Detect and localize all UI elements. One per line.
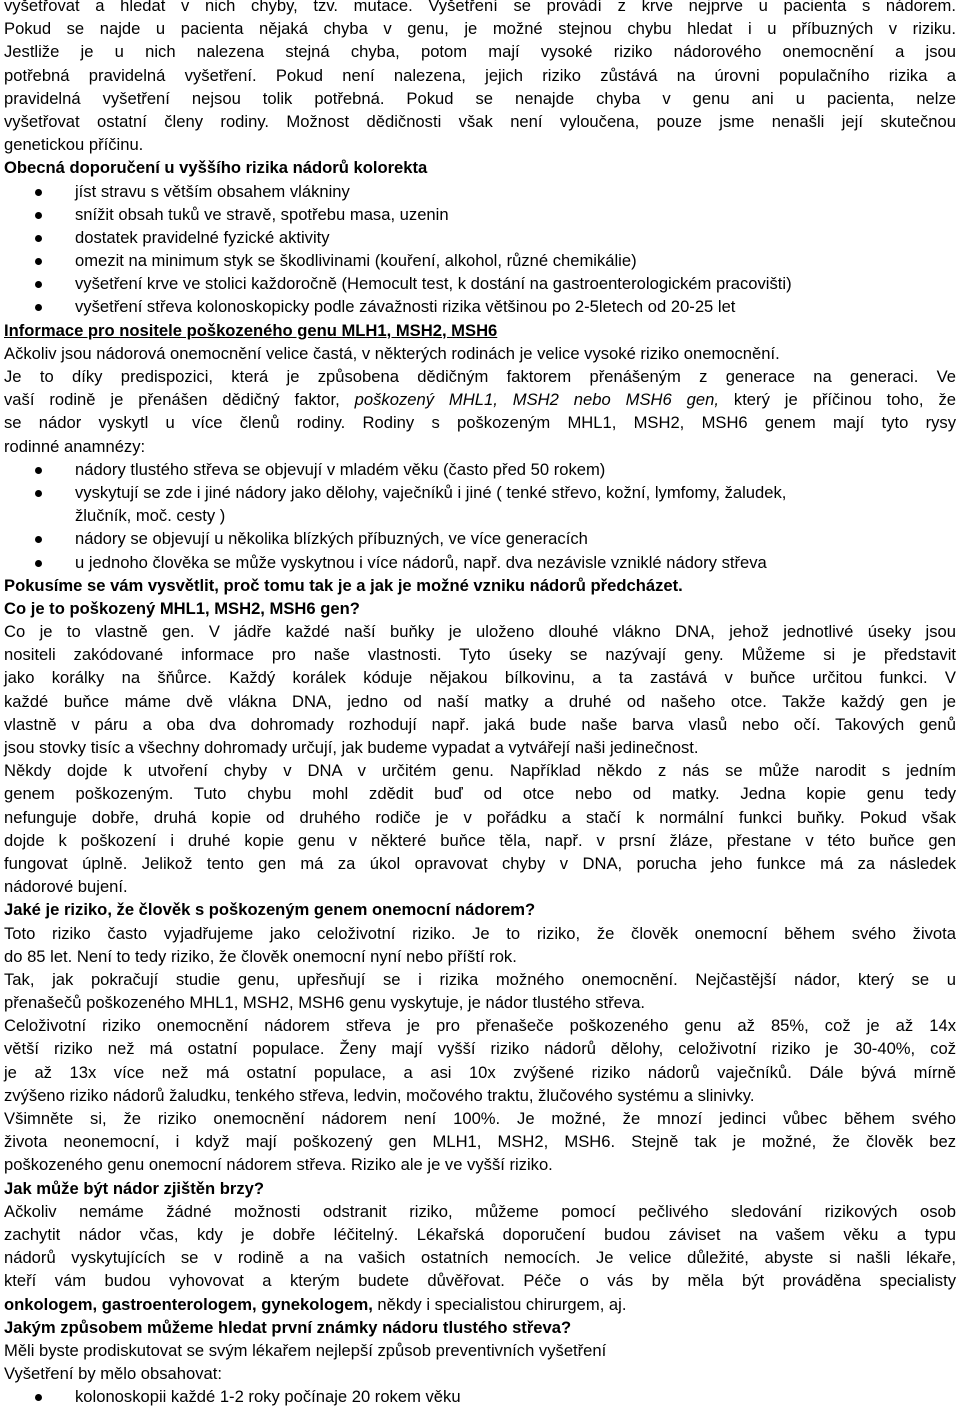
section-heading [4,898,956,921]
text-segment: Tak, jak pokračují studie genu, upřesňují se i rizika možného onemocnění. Nejčastější nádor, který se u [4,969,956,989]
text-line [4,133,956,156]
text-segment: Co je to vlastně gen. V jádře každé naší buňky je uloženo dlouhé vlákno DNA, jehož jednotlivé úseky jsou [4,622,956,642]
text-segment: Informace pro nositele poškozeného genu MLH1, MSH2, MSH6 [4,320,498,340]
text-segment: Jak může být nádor zjištěn brzy? [4,1178,265,1198]
section-heading [4,156,956,179]
section-heading [4,1316,956,1339]
document-page [4,0,956,1408]
text-segment: Všimněte si, že riziko onemocnění nádorem není 100%. Je možné, že mnozí jedinci vůbec během svého [4,1109,956,1128]
bullet-item [4,203,956,226]
text-line [4,1223,956,1246]
text-segment: zachytit nádor včas, kdy je dobře léčitelný. Lékařská doporučení budou záviset na vašem věku a typu [4,1224,956,1244]
text-line [4,782,956,805]
bullet-icon [35,536,42,543]
section-heading [4,1177,956,1200]
text-segment: nádory tlustého střeva se objevují v mladém věku (často před 50 rokem) [75,459,606,479]
text-segment: Je to díky predispozici, která je způsobena dědičným faktorem přenášeným z generace na generaci. Ve [4,367,956,386]
text-segment: fungovat úplně. Jelikož tento gen má za úkol opravovat chyby v DNA, porucha jeho funkce má za následek [4,853,956,873]
text-segment: genetickou příčinu. [4,135,144,155]
text-segment: vyšetřovat ostatní členy rodiny. Možnost dědičnosti však není vyloučena, pouze jsme nenašli její skutečnou [4,111,956,131]
text-line [4,922,956,945]
text-line [4,690,956,713]
text-segment: Pokusíme se vám vysvětlit, proč tomu tak je a jak je možné vzniku nádorů předcházet. [4,575,683,595]
text-line [4,64,956,87]
bullet-icon [35,560,42,567]
text-segment: vaší rodině je přenášen dědičný faktor, [4,390,355,410]
text-line [4,1339,956,1362]
text-segment: nádorové bujení. [4,877,128,897]
text-line [4,388,956,411]
text-line [4,17,956,40]
text-line [4,643,956,666]
text-segment: vlastně v páru a oba dva dohromady rozhodují např. jaká bude naše barva vlasů nebo očí. Takových genů [4,714,956,734]
text-segment: vyšetření střeva kolonoskopicky podle závažnosti rizika většinou po 2-5letech od 20-25 let [75,297,736,317]
bullet-item [4,180,956,203]
text-segment: nefunguje dobře, druhá kopie od druhého rodiče je v pořádku a stačí k normální funkci buňky. Pokud však [4,807,956,827]
text-segment: kteří vám budou vyhovovat a kterým budete důvěřovat. Péče o vás by měla být prováděna specialisty [4,1271,956,1291]
text-segment: u jednoho člověka se může vyskytnou i více nádorů, např. dva nezávisle vzniklé nádory střeva [75,552,767,572]
section-heading [4,574,956,597]
text-line [4,1084,956,1107]
text-line [4,736,956,759]
text-line [4,342,956,365]
text-segment: do 85 let. Není to tedy riziko, že člověk onemocní nyní nebo příští rok. [4,946,517,966]
text-segment: Celoživotní riziko onemocnění nádorem střeva je pro přenašeče poškozeného genu až 85%, což je až 14x [4,1016,956,1036]
bullet-icon [35,304,42,311]
text-line [4,806,956,829]
text-segment: jako korálky na šňůrce. Každý korálek kóduje nějakou bílkovinu, a ta zastává v buňce určitou funkci. V [4,668,956,688]
text-line [4,1014,956,1037]
text-segment: Obecná doporučení u vyššího rizika nádorů kolorekta [4,158,428,178]
text-segment: někdy i specialistou chirurgem, aj. [372,1294,627,1314]
text-segment: Ačkoliv nemáme žádné možnosti odstranit riziko, můžeme pomocí pečlivého sledování rizikových osob [4,1201,956,1221]
text-line [4,852,956,875]
text-line [4,875,956,898]
text-segment: Někdy dojde k utvoření chyby v DNA v určitém genu. Například někdo z nás se může narodit s jedním [4,761,956,781]
text-line [4,110,956,133]
text-line [4,1130,956,1153]
text-line [4,829,956,852]
bullet-item [4,458,956,481]
text-line [4,759,956,782]
bullet-icon [35,258,42,265]
text-line [4,968,956,991]
text-segment: nádory se objevují u několika blízkých příbuzných, ve více generacích [75,529,588,549]
text-segment: dojde k poškození i druhé kopie genu v některé buňce těla, např. v prsní žláze, přestane v této buňce gen [4,830,956,850]
text-segment: vyskytují se zde i jiné nádory jako dělohy, vaječníků i jiné ( tenké střevo, kožní, lymfomy, žaludek, [75,482,787,502]
text-segment: který je příčinou toho, že [718,390,956,410]
text-line [4,0,956,17]
text-segment: Jestliže je u nich nalezena stejná chyba, potom mají vysoké riziko nádorového onemocnění a jsou [4,42,956,62]
text-segment: Vyšetření by mělo obsahovat: [4,1364,222,1384]
text-line [4,620,956,643]
bullet-icon [35,235,42,242]
text-segment: dostatek pravidelné fyzické aktivity [75,227,330,247]
text-line [4,1200,956,1223]
section-heading-underlined [4,319,956,342]
text-segment: se nádor vyskytl u více členů rodiny. Rodiny s poškozeným MHL1, MSH2, MSH6 genem mají tyto rysy [4,413,956,433]
text-segment: poškozený MHL1, MSH2 nebo MSH6 gen, [354,390,719,410]
text-segment: větší riziko než má ostatní populace. Ženy mají vyšší riziko nádorů dělohy, celoživotní riziko je 30-40%, což [4,1039,956,1059]
text-segment: genem poškozeným. Tuto chybu mohl zdědit buď od otce nebo od matky. Jedna kopie genu tedy [4,784,956,804]
bullet-item [4,249,956,272]
text-segment: Měli byste prodiskutovat se svým lékařem nejlepší způsob preventivních vyšetření [4,1340,607,1360]
text-segment: jsou stovky tisíc a všechny dohromady určují, jak budeme vypadat a vytvářejí naši jedinečnost. [4,738,699,757]
bullet-item [4,551,956,574]
text-line [4,1269,956,1292]
bullet-item [4,1385,956,1408]
text-segment: nositeli zakódované informace pro naše vlastnosti. Tyto úseky se nazývají geny. Můžeme si je představit [4,645,956,665]
bullet-icon [35,189,42,196]
section-heading [4,597,956,620]
text-segment: poškozeného genu onemocní nádorem střeva. Riziko ale je ve vyšší riziko. [4,1155,553,1175]
bullet-icon [35,281,42,288]
text-line [4,1107,956,1130]
text-segment: rodinné anamnézy: [4,436,146,456]
bullet-icon [35,212,42,219]
text-line [4,666,956,689]
text-segment: jíst stravu s větším obsahem vlákniny [75,181,350,201]
bullet-icon [35,467,42,474]
text-segment: života neonemocní, i když mají poškozený gen MLH1, MSH2, MSH6. Stejně tak je možné, že člověk bez [4,1132,956,1152]
text-segment: omezit na minimum styk se škodlivinami (kouření, alkohol, různé chemikálie) [75,251,637,271]
text-line [4,1246,956,1269]
text-segment: Ačkoliv jsou nádorová onemocnění velice častá, v některých rodinách je velice vysoké riziko onemocnění. [4,343,780,363]
text-line [4,411,956,434]
text-segment: pravidelná vyšetření nejsou tolik potřebná. Pokud se nenajde chyba v genu ani u pacienta, nelze [4,88,956,108]
text-segment: Jakým způsobem můžeme hledat první známky nádoru tlustého střeva? [4,1317,572,1337]
text-segment: vyšetření krve ve stolici každoročně (Hemocult test, k dostání na gastroenterologickém pracovišti) [75,274,792,294]
text-segment: Jaké je riziko, že člověk s poškozeným genem onemocní nádorem? [4,900,536,920]
text-segment: Toto riziko často vyjadřujeme jako celoživotní riziko. Je to riziko, že člověk onemocní během svého života [4,923,956,943]
text-line [4,1153,956,1176]
text-segment: Pokud se najde u pacienta nějaká chyba v genu, je možné stejnou chybu hledat i u příbuzných v riziku. [4,19,956,39]
text-line [4,40,956,63]
text-segment: kolonoskopii každé 1-2 roky počínaje 20 rokem věku [75,1387,461,1407]
text-line [4,991,956,1014]
bullet-item-continuation [4,504,956,527]
text-segment: vyšetřovat a hledat v nich chyby, tzv. mutace. Vyšetření se provádí z krve nejprve u pacienta s nádorem. [4,0,956,15]
text-segment: snížit obsah tuků ve stravě, spotřebu masa, uzenin [75,204,449,224]
text-line [4,1293,956,1316]
text-line [4,1362,956,1385]
text-segment: přenašečů poškozeného MHL1, MSH2, MSH6 genu vyskytuje, je nádor tlustého střeva. [4,993,646,1013]
text-line [4,713,956,736]
text-segment: každé buňce máme dvě vlákna DNA, jedno od naší matky a druhé od našeho otce. Takže každý gen je [4,691,956,711]
text-segment: potřebná pravidelná vyšetření. Pokud není nalezena, jejich riziko zůstává na úrovni populačního rizika a [4,65,956,85]
text-line [4,945,956,968]
text-segment: onkologem, gastroenterologem, gynekologem, [4,1294,373,1314]
text-segment: Co je to poškozený MHL1, MSH2, MSH6 gen? [4,598,360,618]
text-line [4,1037,956,1060]
text-line [4,365,956,388]
bullet-icon [35,490,42,497]
text-segment: nádorů vyskytujících se v rodině a na vašich ostatních nemocích. Je velice důležité, abyste si našli lékaře, [4,1248,956,1268]
bullet-item [4,527,956,550]
text-line [4,87,956,110]
bullet-item [4,481,956,504]
text-line [4,435,956,458]
bullet-item [4,226,956,249]
bullet-item [4,272,956,295]
text-segment: zvýšeno riziko nádorů žaludku, tenkého střeva, ledvin, močového traktu, žlučového systému a slinivky. [4,1085,755,1105]
bullet-item [4,295,956,318]
text-line [4,1061,956,1084]
text-segment: je až 13x více než má ostatní populace, a asi 10x zvýšené riziko nádorů vaječníků. Dále bývá mírně [4,1062,956,1082]
bullet-icon [35,1394,42,1401]
text-segment: žlučník, moč. cesty ) [75,506,226,526]
